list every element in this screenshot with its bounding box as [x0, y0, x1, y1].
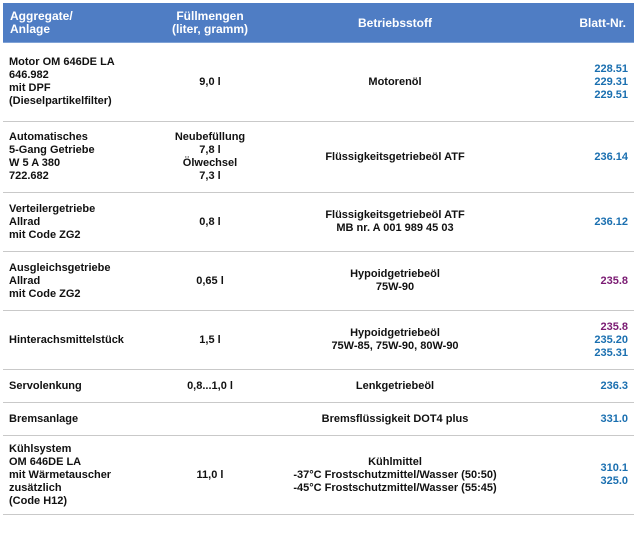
fill-line: Neubefüllung	[174, 131, 246, 143]
fluid-cell	[267, 403, 523, 436]
table-row	[3, 122, 634, 193]
fluid-capacity-table	[3, 3, 634, 515]
aggregate-line: Hinterachsmittelstück	[9, 333, 124, 346]
header-aggregate	[3, 3, 153, 43]
sheet-cell	[523, 43, 634, 122]
aggregate-cell	[3, 252, 153, 311]
fill-cell	[153, 252, 267, 311]
aggregate-line: OM 646DE LA	[9, 455, 82, 468]
header-sheet: Blatt-Nr.	[523, 3, 634, 43]
fluid-line: Motorenöl	[368, 75, 422, 88]
sheet-number: 236.14	[594, 150, 628, 163]
aggregate-line: Verteilergetriebe	[9, 202, 96, 215]
fill-line: 7,8 l	[199, 144, 221, 156]
aggregate-line: (Code H12)	[9, 494, 68, 507]
aggregate-line: 722.682	[9, 170, 49, 182]
sheet-number: 235.20	[594, 333, 628, 346]
fluid-line: 75W-90	[375, 281, 415, 293]
fill-cell	[153, 436, 267, 515]
aggregate-line: 646.982	[9, 69, 49, 81]
fluid-line: -37°C Frostschutzmittel/Wasser (50:50)	[293, 468, 497, 481]
aggregate-line: Bremsanlage	[9, 412, 79, 425]
sheet-number: 235.8	[600, 274, 628, 287]
sheet-number: 236.3	[600, 379, 628, 392]
aggregate-line: mit Wärmetauscher	[9, 468, 112, 481]
fluid-line: MB nr. A 001 989 45 03	[336, 222, 454, 234]
sheet-cell	[523, 122, 634, 193]
fluid-cell	[267, 370, 523, 403]
fluid-line: Hypoidgetriebeöl	[350, 327, 440, 339]
header-fill	[153, 3, 267, 43]
sheet-number: 235.8	[600, 320, 628, 333]
fill-line: Ölwechsel	[182, 157, 238, 169]
aggregate-cell	[3, 311, 153, 370]
aggregate-line: Allrad	[9, 274, 41, 287]
sheet-number: 235.31	[594, 346, 628, 359]
header-fill-line: Füllmengen	[176, 8, 244, 23]
table-row	[3, 403, 634, 436]
fill-line: 0,8...1,0 l	[187, 379, 233, 392]
aggregate-line: Automatisches	[9, 131, 88, 143]
sheet-number: 228.51	[594, 62, 628, 75]
sheet-cell	[523, 370, 634, 403]
sheet-number: 310.1	[600, 462, 628, 474]
fill-line: 0,8 l	[199, 215, 221, 228]
fill-cell	[153, 122, 267, 193]
aggregate-cell	[3, 43, 153, 122]
aggregate-cell	[3, 122, 153, 193]
aggregate-line: mit Code ZG2	[9, 228, 81, 241]
fluid-line: Lenkgetriebeöl	[355, 379, 435, 392]
sheet-number: 325.0	[600, 475, 628, 487]
fluid-line: Flüssigkeitsgetriebeöl ATF	[325, 209, 465, 221]
fill-line: 1,5 l	[199, 333, 221, 346]
fill-cell	[153, 311, 267, 370]
sheet-number: 229.51	[594, 88, 628, 101]
table-row	[3, 311, 634, 370]
sheet-cell	[523, 436, 634, 515]
fluid-line: Kühlmittel	[368, 455, 422, 468]
fluid-cell	[267, 122, 523, 193]
aggregate-line: (Dieselpartikelfilter)	[9, 95, 112, 107]
header-fluid: Betriebsstoff	[267, 3, 523, 43]
aggregate-line: Motor OM 646DE LA	[9, 56, 115, 68]
fill-cell	[153, 43, 267, 122]
fluid-line: -45°C Frostschutzmittel/Wasser (55:45)	[293, 481, 497, 494]
fluid-cell	[267, 193, 523, 252]
aggregate-cell	[3, 370, 153, 403]
fluid-cell	[267, 43, 523, 122]
aggregate-line: Ausgleichsgetriebe	[9, 261, 111, 274]
aggregate-line: Allrad	[9, 215, 41, 228]
header-fill-line: (liter, gramm)	[171, 21, 249, 36]
sheet-cell	[523, 403, 634, 436]
table-row	[3, 193, 634, 252]
fill-line: 11,0 l	[196, 468, 224, 481]
fill-cell	[153, 370, 267, 403]
fluid-line: Flüssigkeitsgetriebeöl ATF	[325, 150, 465, 163]
fluid-cell	[267, 311, 523, 370]
fill-cell	[153, 403, 267, 436]
sheet-number: 229.31	[594, 75, 628, 88]
fluid-line: 75W-85, 75W-90, 80W-90	[331, 340, 459, 352]
aggregate-cell	[3, 403, 153, 436]
table-row	[3, 43, 634, 122]
fill-line: 7,3 l	[199, 170, 221, 182]
sheet-cell	[523, 252, 634, 311]
aggregate-cell	[3, 436, 153, 515]
table-row	[3, 252, 634, 311]
table-row	[3, 370, 634, 403]
fill-cell	[153, 193, 267, 252]
fluid-line: Hypoidgetriebeöl	[350, 268, 440, 280]
aggregate-line: Kühlsystem	[9, 442, 72, 455]
table-row	[3, 436, 634, 515]
header-aggregate-line: Anlage	[10, 21, 51, 36]
aggregate-line: mit DPF	[9, 82, 51, 94]
sheet-cell	[523, 193, 634, 252]
fill-line: 0,65 l	[196, 274, 224, 287]
table-header-row	[3, 3, 634, 43]
fluid-cell	[267, 436, 523, 515]
sheet-cell	[523, 311, 634, 370]
fill-line: 9,0 l	[199, 75, 221, 88]
aggregate-line: W 5 A 380	[9, 157, 61, 169]
aggregate-line: 5-Gang Getriebe	[9, 144, 95, 156]
aggregate-cell	[3, 193, 153, 252]
aggregate-line: zusätzlich	[9, 481, 62, 494]
header-aggregate-line: Aggregate/	[10, 8, 73, 23]
fluid-line: Bremsflüssigkeit DOT4 plus	[321, 412, 469, 425]
sheet-number: 236.12	[594, 215, 628, 228]
sheet-number: 331.0	[600, 412, 628, 425]
aggregate-line: Servolenkung	[9, 379, 82, 392]
aggregate-line: mit Code ZG2	[9, 287, 81, 300]
fluid-cell	[267, 252, 523, 311]
